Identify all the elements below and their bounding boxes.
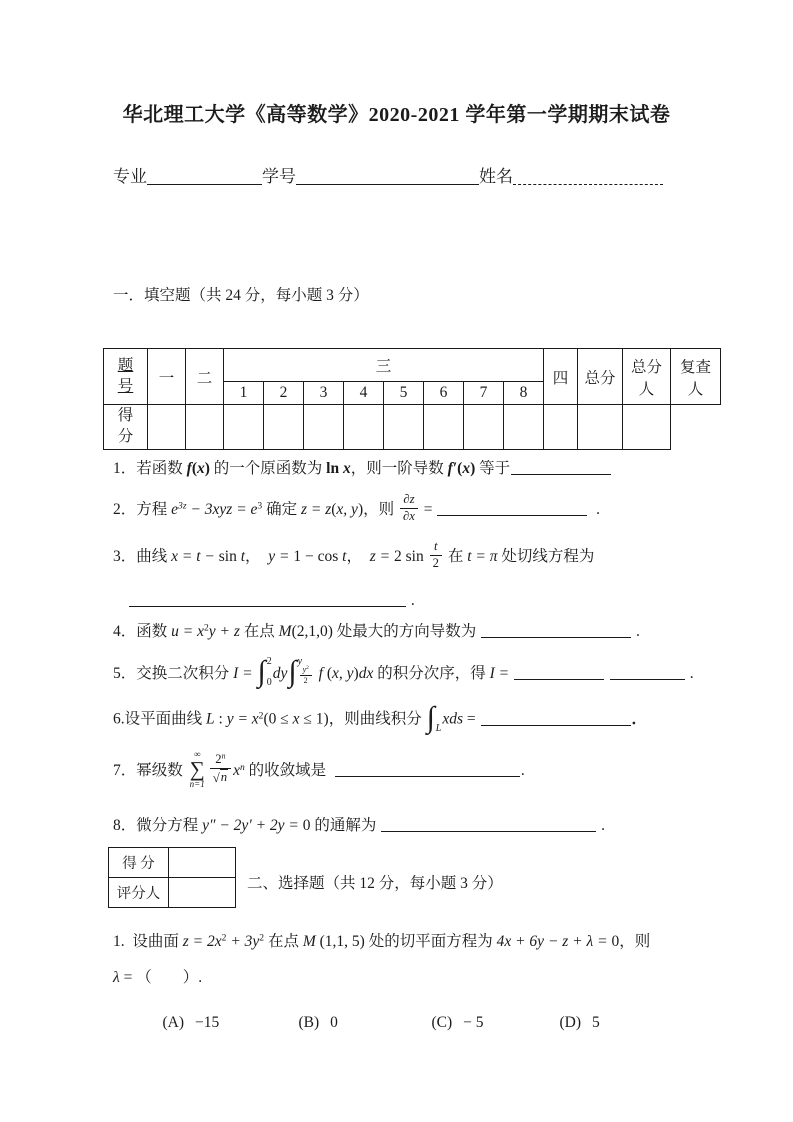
summation-upper-limit: ∞: [193, 749, 201, 759]
text-run: 0: [266, 677, 272, 689]
math-run: I =: [489, 664, 513, 682]
math-run: x, y: [332, 664, 354, 682]
integral-sign: [288, 656, 313, 689]
table-subcol-header: 5: [384, 382, 424, 405]
text-run: .: [685, 664, 694, 682]
option-a-value: −15: [195, 1014, 220, 1031]
answer-blank: [335, 762, 520, 777]
text-run: 的通解为: [310, 817, 381, 834]
question-7: [113, 749, 525, 791]
math-run: u = x: [171, 623, 204, 640]
text-run: 2: [215, 752, 222, 767]
math-run: ∂x: [403, 508, 415, 523]
table-subcol-header: 3: [304, 382, 344, 405]
text-run: 1．若函数: [113, 460, 187, 477]
text-run: 的收敛域是: [244, 762, 334, 780]
table-corner-cell: [104, 349, 148, 405]
question-6: [113, 701, 648, 736]
answer-blank: [437, 501, 587, 516]
text-run: 0: [302, 817, 311, 834]
integral-sign: [427, 702, 442, 734]
text-run: 等于: [475, 460, 511, 477]
math-run: z = 2x: [182, 933, 222, 950]
text-run: 2: [306, 665, 309, 672]
text-run: 在: [443, 547, 468, 565]
text-run: .: [597, 817, 606, 834]
text-run: ，则: [619, 933, 651, 950]
text-run: .: [632, 623, 640, 640]
fraction-denominator: [300, 676, 312, 686]
superscript: [178, 501, 187, 512]
integral-limits: [298, 656, 314, 689]
fraction-numerator: [300, 665, 312, 676]
math-run: y″ − 2y′ + 2y =: [202, 817, 303, 834]
option-a: [163, 1014, 299, 1032]
exam-title: 华北理工大学《高等数学》2020-2021 学年第一学期期末试卷: [122, 104, 671, 126]
info-blank-name: [513, 166, 663, 185]
answer-blank: [129, 592, 406, 607]
text-run: 8．微分方程: [113, 817, 203, 834]
table-header-part-three: 三: [224, 349, 544, 382]
math-run: − 3xyz = e: [186, 500, 258, 518]
superscript: [306, 665, 309, 671]
score-cell-empty: [504, 405, 544, 450]
grade-box-grader-label: 评分人: [109, 878, 169, 908]
math-run: x: [292, 710, 300, 728]
table-header-part-two: 二: [186, 349, 224, 405]
table-header-part-four: 四: [544, 349, 578, 405]
table-subcol-header: 6: [424, 382, 464, 405]
text-run: 3: [257, 500, 263, 512]
summation-lower-limit: n=1: [189, 779, 205, 789]
math-run: n: [221, 751, 226, 761]
question-3: [113, 541, 594, 574]
answer-blank: [610, 665, 685, 680]
choice-question-1-options: [147, 996, 600, 1050]
text-run: (1,1, 5) 处的切平面方程为: [315, 933, 497, 950]
radical-glyph: √: [212, 770, 220, 785]
math-run: y = x: [226, 710, 259, 728]
text-run: [605, 665, 609, 682]
superscript: [222, 752, 226, 761]
option-d-label: (D): [559, 1014, 582, 1031]
grade-box-score-value: [169, 848, 236, 878]
fraction-denominator: [400, 509, 418, 525]
score-summary-table: [103, 348, 721, 450]
info-label-name: 姓名: [479, 167, 513, 186]
math-run: t: [338, 547, 347, 565]
math-run: x, y: [336, 500, 358, 518]
bold-italic-run: f′: [447, 460, 458, 477]
option-b-label: (B): [298, 1014, 320, 1031]
text-run: 在点: [264, 933, 303, 950]
text-run: 的一个原函数为: [209, 460, 327, 477]
text-run: ，: [245, 547, 269, 565]
answer-blank: [481, 623, 631, 638]
text-run: .: [588, 500, 601, 518]
question-5: [113, 655, 694, 691]
math-run: λ: [113, 969, 120, 986]
bold-run: ): [470, 460, 476, 477]
table-subcol-header: 7: [464, 382, 504, 405]
score-cell-empty: [544, 405, 578, 450]
grade-box-table: [108, 847, 236, 908]
text-run: .: [407, 592, 415, 609]
math-run: dy: [272, 664, 288, 682]
math-run: t = π: [467, 547, 498, 565]
math-run: + 3y: [226, 933, 260, 950]
text-run: 2: [266, 656, 272, 668]
question-4: [113, 621, 640, 643]
integral-glyph: ∫: [257, 655, 266, 689]
grade-box-score-label: 得 分: [109, 848, 169, 878]
math-run: L: [435, 723, 442, 734]
math-run: f: [314, 664, 327, 682]
table-subcol-header: 8: [504, 382, 544, 405]
fraction-numerator: [430, 539, 442, 556]
fraction-denominator: [210, 769, 231, 787]
summation-sign: [190, 750, 205, 789]
question-8: [113, 815, 605, 837]
score-cell-empty: [264, 405, 304, 450]
info-blank-student-id: [296, 166, 479, 185]
text-run: 的积分次序，得: [373, 664, 490, 682]
answer-blank: [514, 665, 604, 680]
section2-heading: 二、选择题（共 12 分，每小题 3 分）: [247, 875, 503, 892]
score-cell-empty: [578, 405, 623, 450]
fraction: [430, 539, 442, 572]
text-run: 2: [303, 676, 308, 686]
text-run: ，: [346, 547, 370, 565]
answer-blank: [511, 460, 611, 475]
math-run: M: [302, 933, 316, 950]
text-run: 处切线方程为: [497, 547, 595, 565]
text-run: 2: [432, 555, 439, 570]
choice-question-1-line1: [113, 931, 650, 953]
bold-italic-run: x: [342, 460, 351, 477]
grade-box-grader-value: [169, 878, 236, 908]
text-run: 3．曲线: [113, 547, 172, 565]
table-header-total-scorer: 总分人: [623, 349, 671, 405]
answer-blank: [381, 817, 596, 832]
text-run: 2: [258, 710, 264, 722]
question-2: [113, 494, 600, 527]
student-info-line: [113, 162, 663, 187]
option-a-label: (A): [162, 1014, 185, 1031]
option-b-value: 0: [330, 1014, 338, 1031]
integral-glyph: ∫: [288, 655, 297, 689]
math-run: e: [171, 500, 179, 518]
math-run: ∂z: [403, 492, 415, 506]
integral-lower-limit: [267, 677, 272, 688]
text-run: 7．幂级数: [113, 762, 187, 780]
option-b: [299, 1014, 432, 1032]
math-run: I =: [233, 664, 257, 682]
text-run: 6.设平面曲线: [113, 710, 207, 728]
text-run: 2: [203, 622, 209, 634]
math-run: y: [302, 665, 307, 674]
bold-run: ln: [326, 460, 343, 477]
fraction: [400, 492, 418, 525]
table-header-total: 总分: [578, 349, 623, 405]
question-1: [113, 458, 612, 480]
text-run: ): [357, 500, 364, 518]
math-run: n: [239, 761, 245, 773]
math-run: z =: [369, 547, 394, 565]
table-subcol-header: 4: [344, 382, 384, 405]
integral-upper-limit: [267, 656, 272, 667]
integral-lower-limit: [436, 723, 442, 734]
text-run: .: [520, 762, 525, 780]
math-run: y =: [268, 547, 294, 565]
section1-heading: 一．填空题（共 24 分，每小题 3 分）: [113, 287, 369, 304]
text-run: sin: [218, 547, 237, 565]
text-run: ，则一阶导数: [350, 460, 448, 477]
table-corner-label: 题号: [117, 357, 134, 395]
fraction: [300, 665, 312, 687]
score-cell-empty: [224, 405, 264, 450]
bold-italic-run: f: [186, 460, 192, 477]
integral-lower-limit: [298, 667, 314, 689]
option-c: [432, 1014, 560, 1032]
math-run: y + z: [208, 623, 240, 640]
option-d-value: 5: [592, 1014, 600, 1031]
text-run: 2．方程: [113, 500, 172, 518]
score-cell-empty: [304, 405, 344, 450]
text-run: 确定: [262, 500, 301, 518]
bold-italic-run: x: [196, 460, 205, 477]
math-run: 4x + 6y − z + λ =: [496, 933, 612, 950]
score-cell-empty: [148, 405, 186, 450]
math-run: t: [236, 547, 246, 565]
text-run: 2: [259, 932, 265, 944]
bold-run: (: [191, 460, 197, 477]
text-run: 1 − cos: [293, 547, 339, 565]
text-run: 1. 设曲面: [113, 933, 183, 950]
fraction-numerator: [210, 752, 231, 769]
text-run: 4．函数: [113, 623, 172, 640]
math-run: z = z: [300, 500, 332, 518]
table-subcol-header: 2: [264, 382, 304, 405]
choice-question-1-line2: [113, 967, 202, 989]
info-blank-major: [147, 166, 262, 185]
text-run: ，则: [363, 500, 398, 518]
text-run: 2 sin: [394, 547, 428, 565]
fraction-numerator: [400, 492, 418, 509]
bold-run: (: [457, 460, 463, 477]
score-cell-empty: [186, 405, 224, 450]
math-run: x = t −: [171, 547, 219, 565]
math-run: M: [278, 623, 292, 640]
text-run: (2,1,0) 处最大的方向导数为: [291, 623, 481, 640]
score-row-label-cell: [104, 405, 148, 450]
text-run: ≤ 1)，则曲线积分: [299, 710, 426, 728]
bold-italic-run: x: [462, 460, 471, 477]
option-d: [560, 1014, 600, 1032]
text-run: (0 ≤: [263, 710, 293, 728]
math-run: 3z: [178, 500, 187, 512]
text-run: (: [331, 500, 337, 518]
text-run: 5．交换二次积分: [113, 664, 234, 682]
square-root-sign: [213, 769, 228, 785]
text-run: 在点: [239, 623, 279, 640]
text-run: :: [214, 710, 227, 728]
radicand: [220, 769, 228, 785]
text-run: ): [353, 664, 359, 682]
integral-glyph: ∫: [426, 701, 435, 734]
option-c-label: (C): [431, 1014, 453, 1031]
fraction-denominator: [430, 556, 442, 572]
math-run: L: [206, 710, 215, 728]
integral-limits: [436, 702, 442, 734]
bold-run: ): [204, 460, 210, 477]
fraction: [210, 752, 231, 787]
score-row-label: 得分: [117, 407, 134, 445]
math-run: xds: [442, 710, 464, 728]
math-run: t: [434, 539, 438, 553]
score-cell-empty: [424, 405, 464, 450]
score-cell-empty: [464, 405, 504, 450]
table-header-reviewer: 复查人: [671, 349, 721, 405]
math-run: x: [233, 762, 240, 780]
math-run: dx: [358, 664, 374, 682]
summation-glyph: ∑: [189, 757, 205, 781]
text-run: =: [463, 710, 480, 728]
text-run: (: [326, 664, 333, 682]
score-cell-empty: [344, 405, 384, 450]
option-c-value: − 5: [463, 1014, 484, 1031]
text-run: =: [419, 500, 437, 518]
answer-blank: [481, 711, 631, 726]
info-label-major: 专业: [113, 167, 147, 186]
score-cell-empty: [384, 405, 424, 450]
text-run: = （ ）.: [119, 969, 203, 986]
score-cell-empty: [623, 405, 671, 450]
info-label-student-id: 学号: [262, 167, 296, 186]
integral-sign: [258, 656, 272, 688]
text-run: 0: [611, 933, 620, 950]
table-header-part-one: 一: [148, 349, 186, 405]
question-3-answer-line: [128, 590, 415, 612]
math-run: n: [220, 770, 228, 785]
math-run: y: [297, 656, 303, 667]
table-subcol-header: 1: [224, 382, 264, 405]
bold-run: ．: [631, 710, 648, 728]
integral-limits: [267, 656, 272, 688]
text-run: 2: [221, 932, 227, 944]
